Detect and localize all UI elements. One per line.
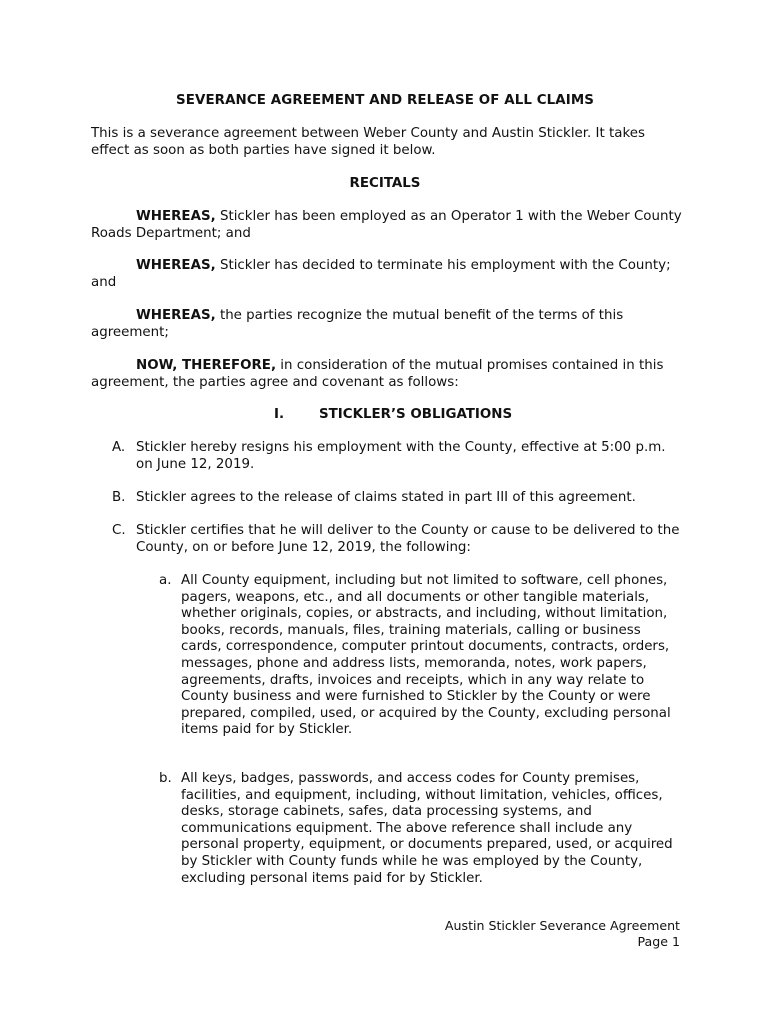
sub-list-marker: a. xyxy=(159,573,172,588)
list-marker: A. xyxy=(112,440,126,455)
recital-text: in consideration of the mutual promises contained in this agreement, the parties agree and covenant as follows: xyxy=(91,358,664,390)
sub-list-item xyxy=(159,573,681,739)
list-marker: B. xyxy=(112,490,126,505)
list-item-text: Stickler agrees to the release of claims stated in part III of this agreement. xyxy=(136,490,636,505)
list-item-text: Stickler hereby resigns his employment with the County, effective at 5:00 p.m. on June 12, 2019. xyxy=(136,440,666,472)
sub-list-item-text: All keys, badges, passwords, and access codes for County premises, facilities, and equipment, including, without limitation, vehicles, offices, desks, storage cabinets, safes, data processing systems, and communications equipment. The above reference shall include any personal property, equipment, or documents prepared, used, or acquired by Stickler with County funds while he was employed by the County, excluding personal items paid for by Stickler. xyxy=(181,771,673,886)
list-marker: C. xyxy=(112,523,126,538)
footer-page-number: Page 1 xyxy=(637,934,680,949)
sub-list-marker: b. xyxy=(159,771,172,786)
section-title: STICKLER’S OBLIGATIONS xyxy=(319,407,513,422)
recitals-heading: RECITALS xyxy=(349,176,421,191)
document-title: SEVERANCE AGREEMENT AND RELEASE OF ALL CLAIMS xyxy=(175,93,594,108)
recital-text: the parties recognize the mutual benefit of the terms of this agreement; xyxy=(91,308,624,340)
list-item xyxy=(112,490,681,507)
recital-paragraph xyxy=(91,209,683,242)
recital-lead: WHEREAS, xyxy=(136,308,216,323)
recital-paragraph xyxy=(91,258,683,291)
list-item xyxy=(112,440,681,473)
intro-paragraph: This is a severance agreement between Weber County and Austin Stickler. It takes effect as soon as both parties have signed it below. xyxy=(91,126,645,158)
footer-document-name: Austin Stickler Severance Agreement xyxy=(444,918,680,933)
page-footer xyxy=(445,918,680,950)
recital-lead: WHEREAS, xyxy=(136,258,216,273)
recital-text: Stickler has been employed as an Operator 1 with the Weber County Roads Department; and xyxy=(91,209,682,241)
recital-lead: WHEREAS, xyxy=(136,209,216,224)
list-item xyxy=(112,523,681,556)
recital-text: Stickler has decided to terminate his employment with the County; and xyxy=(91,258,671,290)
recital-paragraph xyxy=(91,358,683,391)
sub-list-item xyxy=(159,771,681,887)
sub-list-item-text: All County equipment, including but not limited to software, cell phones, pagers, weapons, etc., and all documents or other tangible materials, whether originals, copies, or abstracts, and including, without limitation, books, records, manuals, files, training materials, calling or business cards, correspondence, computer printout documents, contracts, orders, messages, phone and address lists, memoranda, notes, work papers, agreements, drafts, invoices and receipts, which in any way relate to County business and were furnished to Stickler by the County or were prepared, compiled, used, or acquired by the County, excluding personal items paid for by Stickler. xyxy=(181,573,671,738)
list-item-text: Stickler certifies that he will deliver to the County or cause to be delivered to the County, on or before June 12, 2019, the following: xyxy=(136,523,680,555)
section-number: I. xyxy=(274,407,285,422)
recital-lead: NOW, THEREFORE, xyxy=(136,358,277,373)
recital-paragraph xyxy=(91,308,683,341)
